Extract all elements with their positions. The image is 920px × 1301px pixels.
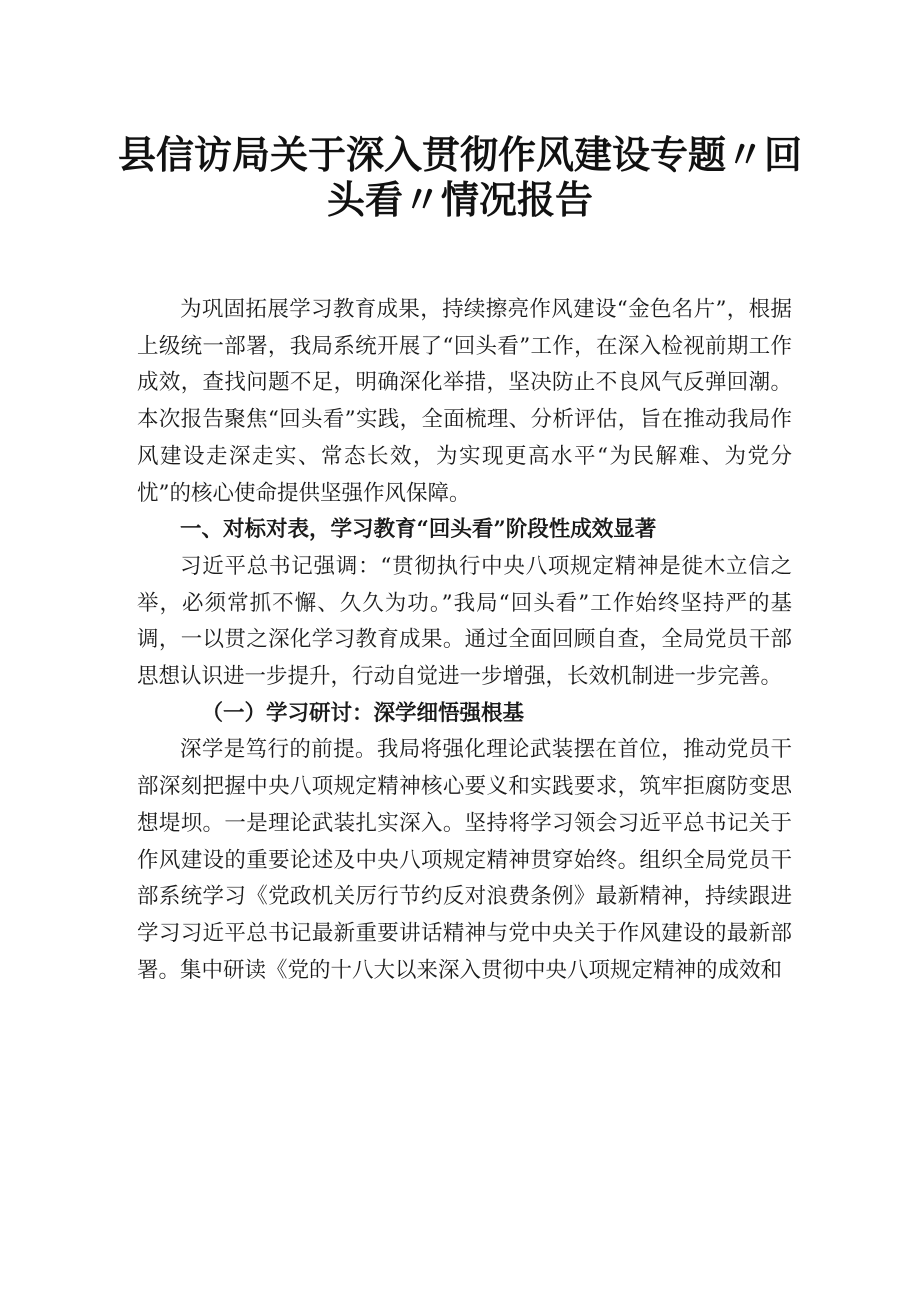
document-title-line-1: 县信访局关于深入贯彻作风建设专题〃回 (117, 133, 802, 177)
subsection-1-heading: （一）学习研讨：深学细悟强根基 (201, 700, 525, 726)
document-title-line-2: 头看〃情况报告 (326, 178, 593, 222)
section-1-heading: 一、对标对表，学习教育“回头看”阶段性成效显著 (180, 517, 657, 543)
document-body (137, 292, 792, 989)
subsection-1-paragraph: 深学是笃行的前提。我局将强化理论武装摆在首位，推动党员干部深刻把握中央八项规定精神核心要义和实践要求，筑牢拒腐防变思想堤坝。一是理论武装扎实深入。坚持将学习领会习近平总书记关于作风建设的重要论述及中央八项规定精神贯穿始终。组织全局党员干部系统学习《党政机关厉行节约反对浪费条例》最新精神，持续跟进学习习近平总书记最新重要讲话精神与党中央关于作风建设的最新部署。集中研读《党的十八大以来深入贯彻中央八项规定精神的成效和 (137, 737, 792, 983)
intro-paragraph: 为巩固拓展学习教育成果，持续擦亮作风建设“金色名片”，根据上级统一部署，我局系统开展了“回头看”工作，在深入检视前期工作成效，查找问题不足，明确深化举措，坚决防止不良风气反弹回潮。本次报告聚焦“回头看”实践，全面梳理、分析评估，旨在推动我局作风建设走深走实、常态长效，为实现更高水平“为民解难、为党分忧”的核心使命提供坚强作风保障。 (137, 297, 792, 506)
section-1-paragraph: 习近平总书记强调：“贯彻执行中央八项规定精神是徙木立信之举，必须常抓不懈、久久为功。”我局“回头看”工作始终坚持严的基调，一以贯之深化学习教育成果。通过全面回顾自查，全局党员干部思想认识进一步提升，行动自觉进一步增强，长效机制进一步完善。 (137, 553, 792, 690)
